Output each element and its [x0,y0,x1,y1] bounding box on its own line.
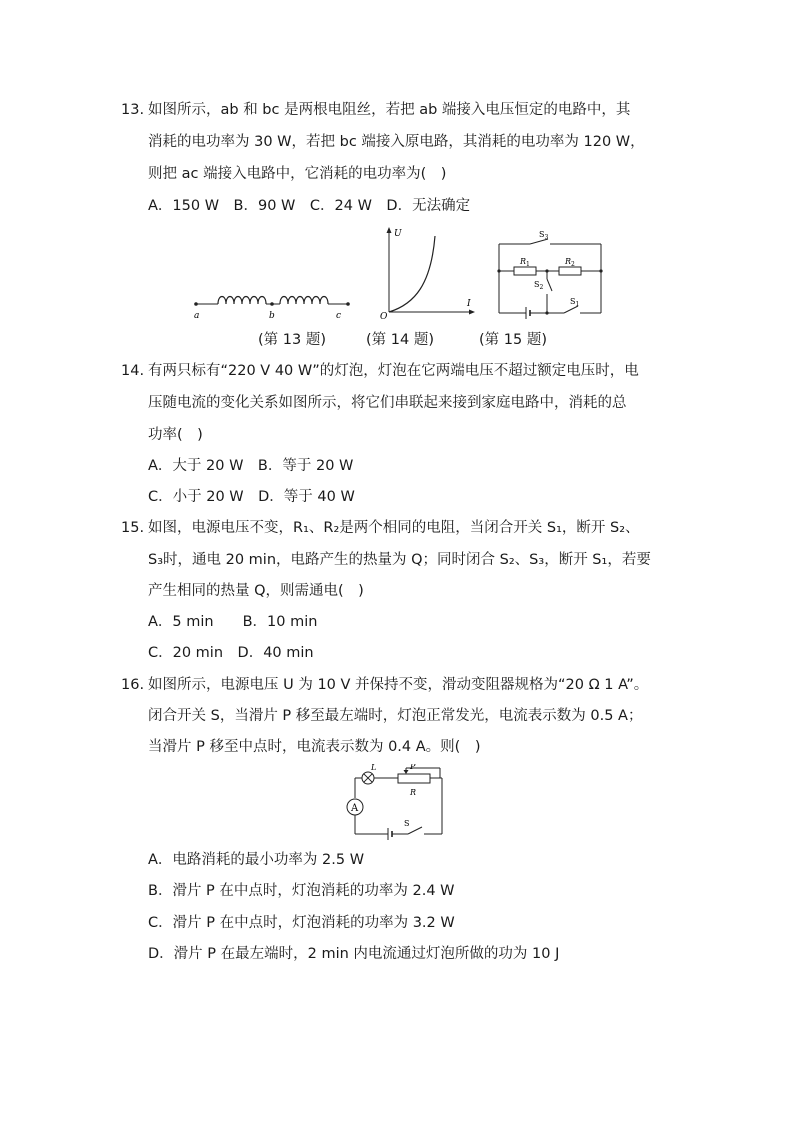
fig14-label-o: O [380,312,388,322]
q16-option-c: C．滑片 P 在中点时，灯泡消耗的功率为 3.2 W [148,915,455,931]
fig14-label-u: U [394,229,402,239]
figure-14-ui-graph [375,226,480,322]
q16-option-a: A．电路消耗的最小功率为 2.5 W [148,852,365,868]
q16-line1: 如图所示，电源电压 U 为 10 V 并保持不变，滑动变阻器规格为“20 Ω 1 A”。 [148,677,649,693]
q15-number: 15. [121,520,145,536]
figure-16-circuit [340,764,450,840]
figure-15-circuit [494,227,606,319]
caption-fig15: (第 15 题) [479,332,547,348]
q13-options: A．150 W B．90 W C．24 W D．无法确定 [148,198,471,214]
q15-options-cd: C．20 min D．40 min [148,645,314,661]
fig15-label-r2: $R_2$ [565,257,575,268]
q13-number: 13. [121,102,145,118]
figure-13-coils [190,290,355,325]
q15-line1: 如图，电源电压不变，R₁、R₂是两个相同的电阻，当闭合开关 S₁，断开 S₂、 [148,520,640,536]
q15-options-ab: A．5 min B．10 min [148,614,318,630]
fig16-label-s: S [404,819,410,828]
q13-line1: 如图所示，ab 和 bc 是两根电阻丝，若把 ab 端接入电压恒定的电路中，其 [148,102,631,118]
fig16-label-a: A [351,803,359,814]
q16-number: 16. [121,677,145,693]
q16-option-b: B．滑片 P 在中点时，灯泡消耗的功率为 2.4 W [148,883,455,899]
q13-line3: 则把 ac 端接入电路中，它消耗的电功率为( ) [148,166,447,182]
fig14-label-i: I [467,299,471,309]
q16-line2: 闭合开关 S，当滑片 P 移至最左端时，灯泡正常发光，电流表示数为 0.5 A； [148,708,643,724]
fig15-label-s2: $S_2$ [534,280,544,291]
q13-line2: 消耗的电功率为 30 W，若把 bc 端接入原电路，其消耗的电功率为 120 W， [148,134,645,150]
fig13-label-b: b [269,311,275,321]
q15-line3: 产生相同的热量 Q，则需通电( ) [148,583,364,599]
fig15-label-s3: $S_3$ [539,230,549,241]
fig13-label-c: c [336,311,342,321]
q14-options-ab: A．大于 20 W B．等于 20 W [148,458,354,474]
q16-option-d: D．滑片 P 在最左端时，2 min 内电流通过灯泡所做的功为 10 J [148,946,560,962]
caption-fig14: (第 14 题) [366,332,434,348]
fig15-label-r1: $R_1$ [520,257,530,268]
fig13-label-a: a [194,311,200,321]
q16-line3: 当滑片 P 移至中点时，电流表示数为 0.4 A。则( ) [148,739,481,755]
fig16-label-r: R [410,788,417,797]
q14-line2: 压随电流的变化关系如图所示，将它们串联起来接到家庭电路中，消耗的总 [148,395,627,411]
caption-fig13: (第 13 题) [258,332,326,348]
fig16-label-p: P [410,764,416,771]
q14-line3: 功率( ) [148,427,203,443]
fig15-label-s1: $S_1$ [570,297,580,308]
fig16-label-l: L [371,764,377,772]
q14-options-cd: C．小于 20 W D．等于 40 W [148,489,355,505]
q14-number: 14. [121,363,145,379]
q15-line2: S₃时，通电 20 min，电路产生的热量为 Q；同时闭合 S₂、S₃，断开 S₁，若要 [148,552,651,568]
q14-line1: 有两只标有“220 V 40 W”的灯泡，灯泡在它两端电压不超过额定电压时，电 [148,363,639,379]
